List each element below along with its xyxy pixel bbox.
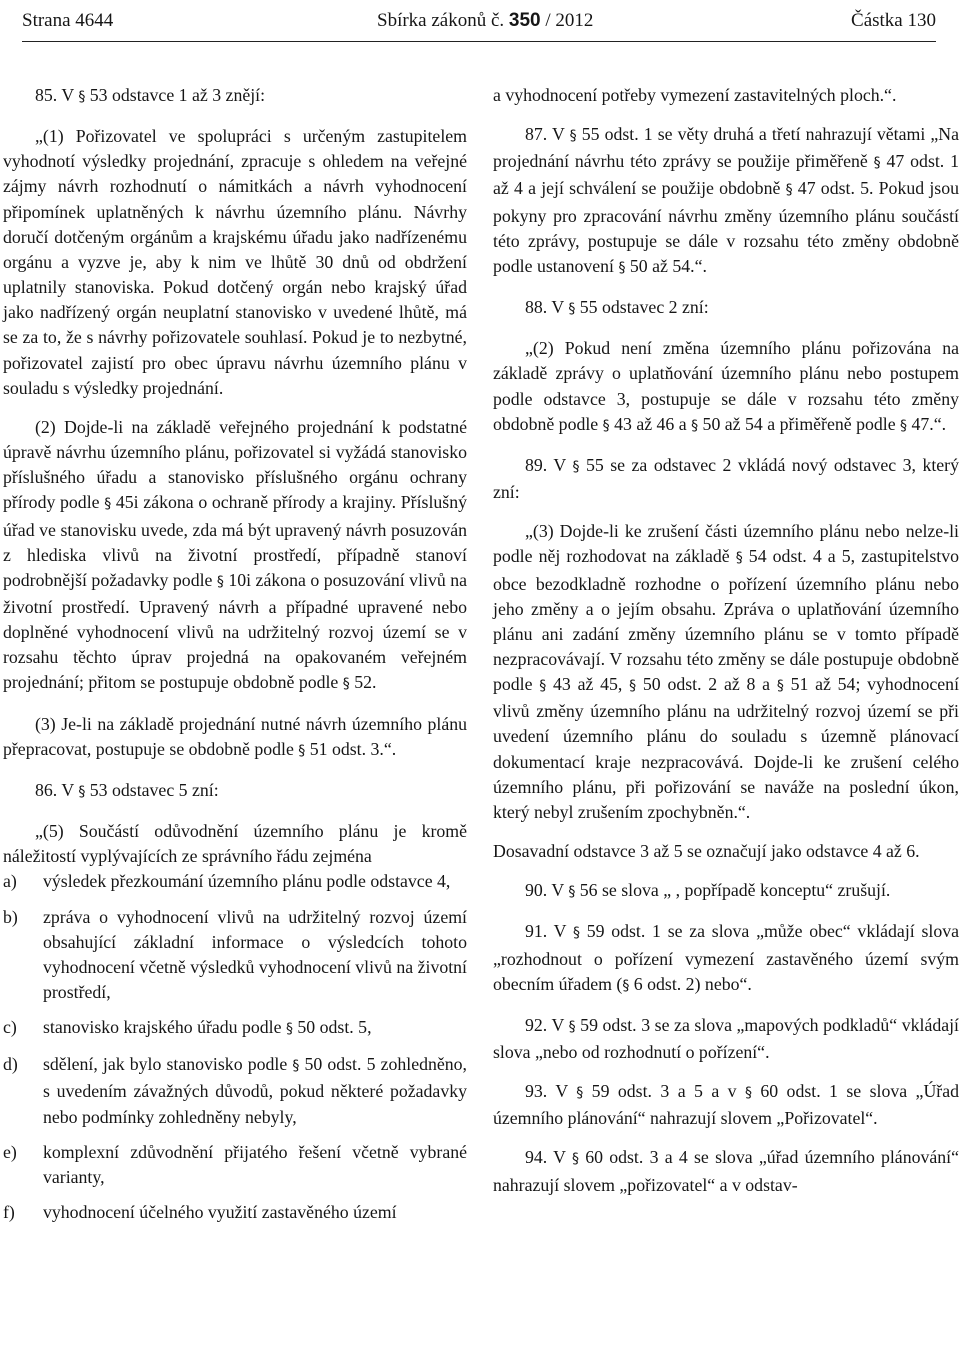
list-item-text: komplexní zdůvodnění přijatého řešení včetně vybrané varianty, — [43, 1141, 467, 1187]
list-item-text: zpráva o vyhodnocení vlivů na udržitelný rozvoj území obsahující základní informace o výsledcích tohoto vyhodnocení včetně výsledků vyhodnocení vlivů na životní prostředí, — [43, 906, 467, 1002]
list-item-text: stanovisko krajského úřadu podle § 50 odst. 5, — [43, 1017, 372, 1038]
paragraph: 86. V § 53 odstavec 5 zní: — [35, 779, 219, 800]
law-year: / 2012 — [545, 10, 594, 31]
list-item — [3, 1140, 467, 1190]
list-item-label: d) — [3, 1054, 18, 1075]
list-item — [3, 905, 467, 1006]
paragraph: (2) Dojde-li na základě veřejného projednání k podstatné úpravě návrhu územního plánu, pořizovatel si vyžádá stanovisko příslušného úřadu a stanovisko příslušného orgánu ochrany přírody podle § 45i zákona o ochraně přírody a krajiny. Příslušný úřad ve stanovisku uvede, zda má být upravený návrh posuzován z hlediska vlivů na životní prostředí, případně stanoví podrobnější požadavky podle § 10i zákona o posuzování vlivů na životní prostředí. Upravený návrh a případné upravené nebo doplněné vyhodnocení vlivů na udržitelný rozvoj území se v rozsahu těchto úprav projedná na opakovaném veřejném projednání; přitom se postupuje obdobně podle § 52. — [3, 416, 467, 693]
list-item-text: výsledek přezkoumání územního plánu podle odstavce 4, — [43, 871, 451, 892]
paragraph: a vyhodnocení potřeby vymezení zastavitelných ploch.“. — [493, 85, 897, 105]
paragraph: „(2) Pokud není změna územního plánu pořizována na základě zprávy o uplatňování územního plánu nebo postupem podle odstavce 3, postupuje se dále v rozsahu této změny obdobně podle § 43 až 46 a § 50 až 54 a přiměřeně podle § 47.“. — [493, 338, 959, 434]
list-item — [3, 1052, 467, 1129]
paragraph: 90. V § 56 se slova „ , popřípadě konceptu“ zrušují. — [525, 880, 891, 901]
paragraph: „(5) Součástí odůvodnění územního plánu je kromě náležitostí vyplývajících ze správního řádu zejména — [3, 821, 467, 867]
paragraph: 87. V § 55 odst. 1 se věty druhá a třetí nahrazují větami „Na projednání návrhu této zprávy se použije přiměřeně § 47 odst. 1 až 4 a její schválení se použije obdobně § 47 odst. 5. Pokud jsou pokyny pro zpracování návrhu změny územního plánu součástí této zprávy, postupuje se dále v rozsahu této změny obdobně podle ustanovení § 50 až 54.“. — [493, 124, 959, 276]
left-column — [3, 83, 467, 1235]
paragraph: „(3) Dojde-li ke zrušení části územního plánu nebo nelze-li podle něj rozhodovat na základě § 54 odst. 4 a 5, zastupitelstvo obce bezodkladně rozhodne o pořízení územního plánu nebo jeho změny a o jejím obsahu. Zpráva o uplatňování územního plánu ani zadání změny územního plánu se v tomto případě nezpracovávají. V rozsahu této změny se dále postupuje obdobně podle § 43 až 45, § 50 odst. 2 až 8 a § 51 až 54; vyhodnocení vlivů změny územního plánu na udržitelný rozvoj území se při uvedení územního plánu do souladu s územně plánovací dokumentací kraje nezpracovává. Dojde-li ke zrušení celého územního plánu, při pořizování se naváže na poslední úkon, který nebyl zrušením zpochybněn.“. — [493, 521, 960, 822]
paragraph: 89. V § 55 se za odstavec 2 vkládá nový odstavec 3, který zní: — [493, 454, 959, 503]
collection-title — [377, 3, 593, 39]
list-item-label: a) — [3, 871, 17, 892]
list-item-text: vyhodnocení účelného využití zastavěného území — [43, 1202, 397, 1223]
paragraph: Dosavadní odstavce 3 až 5 se označují jako odstavce 4 až 6. — [493, 841, 920, 862]
list-item-label: f) — [3, 1202, 15, 1223]
paragraph: 92. V § 59 odst. 3 se za slova „mapových podkladů“ vkládají slova „nebo od rozhodnutí o pořízení“. — [493, 1014, 959, 1062]
paragraph: 94. V § 60 odst. 3 a 4 se slova „úřad územního plánování“ nahrazují slovem „pořizovatel“ a v odstav- — [493, 1147, 959, 1195]
part-number: Částka 130 — [851, 10, 936, 31]
paragraph: 91. V § 59 odst. 1 se za slova „může obec“ vkládají slova „rozhodnout o pořízení vymezení zastavěného území svým obecním úřadem (§ 6 odst. 2) nebo“. — [493, 921, 959, 994]
paragraph: „(1) Pořizovatel ve spolupráci s určeným zastupitelem vyhodnotí výsledky projednání, zpracuje s ohledem na veřejné zájmy návrh rozhodnutí o námitkách a návrh vyhodnocení připomínek uplatněných k návrhu územního plánu. Návrhy doručí dotčeným orgánům a krajskému úřadu jako nadřízenému orgánu a vyzve je, aby k nim ve lhůtě 30 dnů od obdržení uplatnily stanoviska. Pokud dotčený orgán nebo krajský úřad jako nadřízený orgán neuplatní stanovisko v uvedené lhůtě, má se za to, že s návrhy pořizovatele souhlasí. Pokud je to nezbytné, pořizovatel zajistí pro obec úpravu návrhu územního plánu v souladu s výsledky projednání. — [3, 126, 467, 398]
paragraph: 85. V § 53 odstavce 1 až 3 znějí: — [35, 85, 266, 105]
collection-label: Sbírka zákonů č. — [377, 10, 505, 31]
law-number: 350 — [508, 10, 541, 31]
list-item — [3, 1200, 467, 1225]
list-item — [3, 869, 467, 894]
list-item-label: c) — [3, 1017, 17, 1038]
page-header — [22, 3, 936, 42]
list-item-text: sdělení, jak bylo stanovisko podle § 50 odst. 5 zohledněno, s uvedením závažných důvodů, pokud některé požadavky nebo podmínky zohledněny nebyly, — [43, 1054, 467, 1127]
paragraph: 88. V § 55 odstavec 2 zní: — [525, 297, 709, 318]
page-number: Strana 4644 — [22, 10, 114, 31]
paragraph: (3) Je-li na základě projednání nutné návrh územního plánu přepracovat, postupuje se obdobně podle § 51 odst. 3.“. — [3, 713, 467, 759]
list-item-label: e) — [3, 1141, 17, 1162]
right-column — [493, 83, 959, 1212]
paragraph: 93. V § 59 odst. 3 a 5 a v § 60 odst. 1 se slova „Úřad územního plánování“ nahrazují slovem „Pořizovatel“. — [493, 1081, 959, 1129]
list-item-label: b) — [3, 906, 18, 927]
list-item — [3, 1015, 467, 1042]
